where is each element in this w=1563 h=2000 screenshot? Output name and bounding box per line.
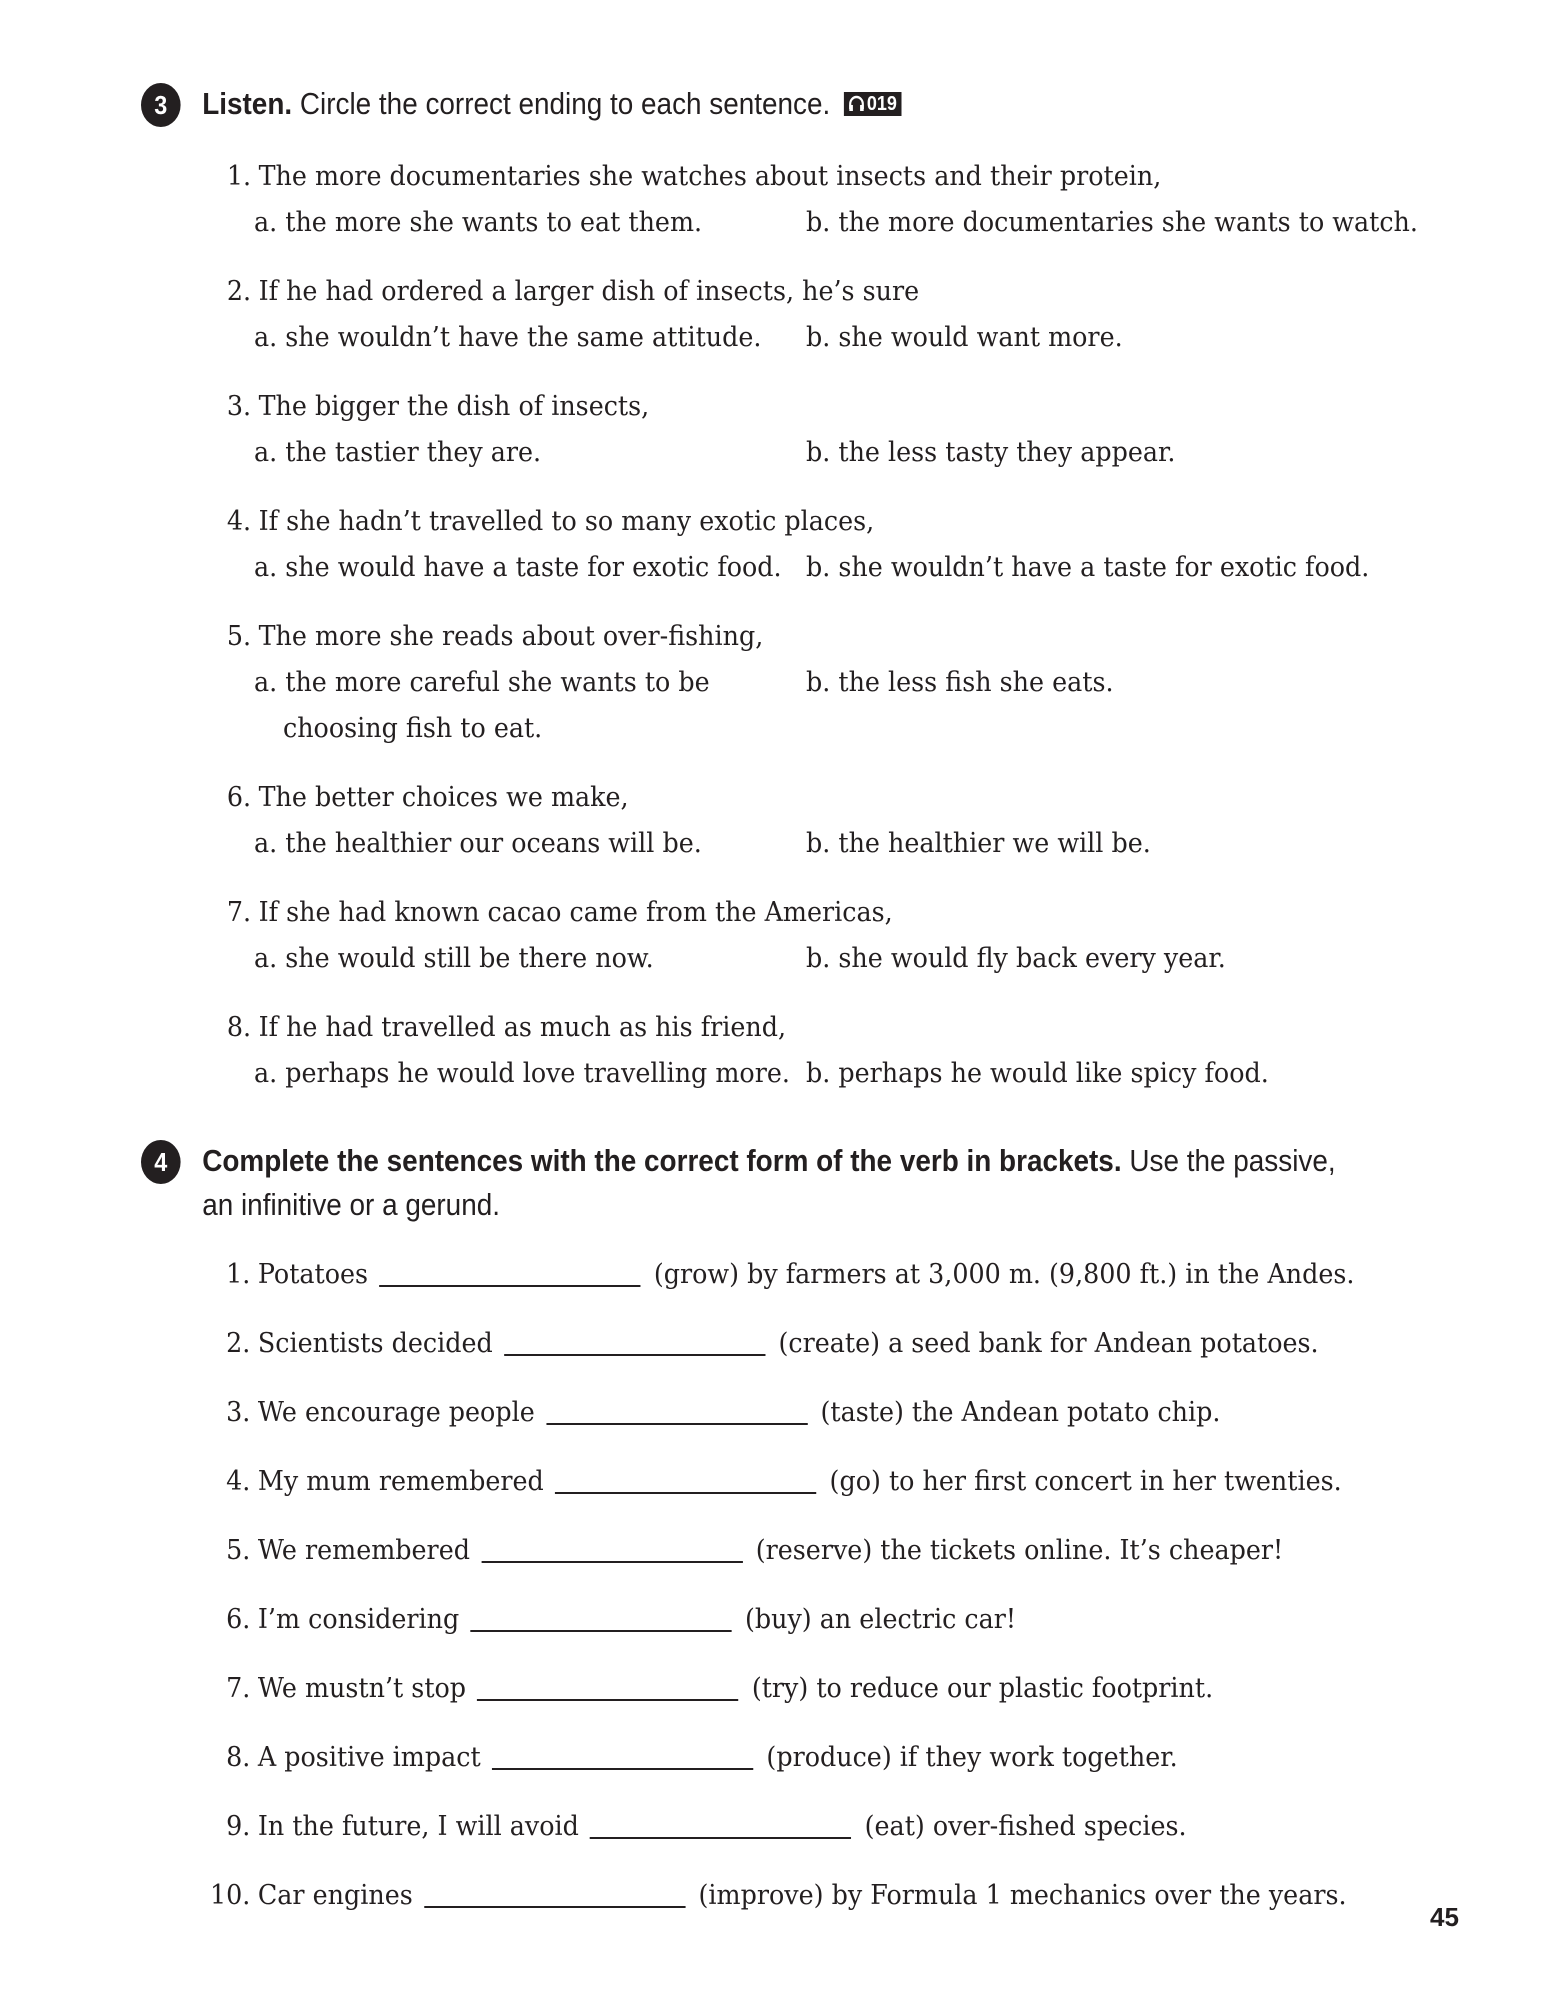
item-after: (produce) if they work together. [766, 1742, 1178, 1773]
item-number: 9. [226, 1811, 251, 1842]
item-after: (try) to reduce our plastic footprint. [751, 1673, 1214, 1704]
option-a[interactable]: a. perhaps he would love travelling more. [254, 1058, 790, 1089]
option-b[interactable]: b. she wouldn’t have a taste for exotic food. [806, 552, 1370, 583]
option-b[interactable]: b. the more documentaries she wants to watch. [806, 207, 1418, 238]
answer-blank[interactable] [590, 1807, 851, 1839]
exercise-instruction: Circle the correct ending to each sentence. [299, 86, 831, 121]
headphones-icon [848, 95, 864, 113]
page-number: 45 [1430, 1902, 1459, 1932]
item-after: (taste) the Andean potato chip. [820, 1397, 1221, 1428]
exercise-title: Listen. [202, 86, 293, 121]
item-before: We encourage people [257, 1397, 535, 1428]
exercise-4-item-5 [209, 1528, 1431, 1574]
item-before: Car engines [257, 1880, 413, 1911]
item-number: 2. [226, 276, 252, 307]
answer-blank[interactable] [481, 1531, 742, 1563]
exercise-4-item-6 [209, 1597, 1431, 1643]
option-a[interactable]: a. the more careful she wants to be [254, 667, 710, 698]
exercise-number-badge: 3 [141, 83, 181, 127]
exercise-instruction-line1: Use the passive, [1129, 1143, 1336, 1178]
item-number: 1. [226, 161, 252, 192]
item-number: 1. [226, 1259, 251, 1290]
item-stem: The better choices we make, [258, 782, 629, 813]
item-before: We mustn’t stop [257, 1673, 467, 1704]
answer-blank[interactable] [492, 1738, 753, 1770]
item-number: 3. [226, 391, 252, 422]
item-stem: If she had known cacao came from the Americas, [258, 897, 893, 928]
answer-blank[interactable] [477, 1669, 738, 1701]
item-before: In the future, I will avoid [257, 1811, 579, 1842]
option-b[interactable]: b. she would want more. [806, 322, 1123, 353]
option-b[interactable]: b. the less fish she eats. [806, 667, 1114, 698]
option-a[interactable]: a. the healthier our oceans will be. [254, 828, 702, 859]
item-number: 4. [226, 506, 252, 537]
item-number: 8. [226, 1012, 252, 1043]
item-after: (eat) over-fished species. [864, 1811, 1187, 1842]
exercise-4-item-10 [209, 1873, 1431, 1919]
item-number: 3. [226, 1397, 251, 1428]
answer-blank[interactable] [546, 1393, 807, 1425]
option-b[interactable]: b. the healthier we will be. [806, 828, 1151, 859]
option-b[interactable]: b. perhaps he would like spicy food. [806, 1058, 1269, 1089]
item-number: 7. [226, 1673, 251, 1704]
item-number: 6. [226, 1604, 251, 1635]
item-stem: The more documentaries she watches about insects and their protein, [258, 161, 1162, 192]
option-a[interactable]: a. she wouldn’t have the same attitude. [254, 322, 762, 353]
exercise-4-item-7 [209, 1666, 1431, 1712]
item-before: My mum remembered [257, 1466, 544, 1497]
item-after: (create) a seed bank for Andean potatoes. [778, 1328, 1319, 1359]
item-stem: If he had travelled as much as his friend, [258, 1012, 787, 1043]
item-number: 2. [226, 1328, 251, 1359]
item-number: 5. [226, 621, 252, 652]
item-after: (go) to her first concert in her twenties. [829, 1466, 1342, 1497]
exercise-4-item-3 [209, 1390, 1431, 1436]
item-number: 10. [209, 1880, 251, 1911]
answer-blank[interactable] [379, 1255, 640, 1287]
exercise-4-item-1 [209, 1252, 1431, 1298]
answer-blank[interactable] [470, 1600, 731, 1632]
answer-blank[interactable] [504, 1324, 765, 1356]
exercise-4-item-2 [209, 1321, 1431, 1367]
exercise-4-item-9 [209, 1804, 1431, 1850]
item-stem: The more she reads about over-fishing, [258, 621, 764, 652]
item-before: We remembered [257, 1535, 470, 1566]
audio-track-badge[interactable] [843, 92, 901, 116]
item-before: Scientists decided [257, 1328, 493, 1359]
option-b[interactable]: b. she would fly back every year. [806, 943, 1226, 974]
option-a-continued[interactable]: choosing fish to eat. [283, 713, 543, 744]
exercise-instruction-line2: an infinitive or a gerund. [202, 1187, 500, 1222]
item-before: Potatoes [257, 1259, 369, 1290]
item-number: 8. [226, 1742, 251, 1773]
answer-blank[interactable] [424, 1876, 685, 1908]
item-number: 5. [226, 1535, 251, 1566]
item-after: (buy) an electric car! [744, 1604, 1017, 1635]
item-number: 6. [226, 782, 252, 813]
option-a[interactable]: a. the more she wants to eat them. [254, 207, 703, 238]
item-before: I’m considering [257, 1604, 460, 1635]
option-a[interactable]: a. she would have a taste for exotic food. [254, 552, 782, 583]
exercise-number-badge: 4 [141, 1140, 181, 1184]
item-stem: If she hadn’t travelled to so many exotic places, [258, 506, 875, 537]
item-after: (grow) by farmers at 3,000 m. (9,800 ft.) in the Andes. [653, 1259, 1355, 1290]
item-stem: The bigger the dish of insects, [258, 391, 650, 422]
item-before: A positive impact [257, 1742, 481, 1773]
answer-blank[interactable] [555, 1462, 816, 1494]
item-number: 7. [226, 897, 252, 928]
option-b[interactable]: b. the less tasty they appear. [806, 437, 1176, 468]
exercise-4-item-8 [209, 1735, 1431, 1781]
exercise-title: Complete the sentences with the correct form of the verb in brackets. [202, 1143, 1122, 1178]
item-stem: If he had ordered a larger dish of insects, he’s sure [258, 276, 920, 307]
audio-track-number: 019 [866, 93, 897, 115]
exercise-4-item-4 [209, 1459, 1431, 1505]
option-a[interactable]: a. the tastier they are. [254, 437, 542, 468]
item-number: 4. [226, 1466, 251, 1497]
option-a[interactable]: a. she would still be there now. [254, 943, 654, 974]
item-after: (improve) by Formula 1 mechanics over the years. [698, 1880, 1347, 1911]
item-after: (reserve) the tickets online. It’s cheaper! [755, 1535, 1284, 1566]
